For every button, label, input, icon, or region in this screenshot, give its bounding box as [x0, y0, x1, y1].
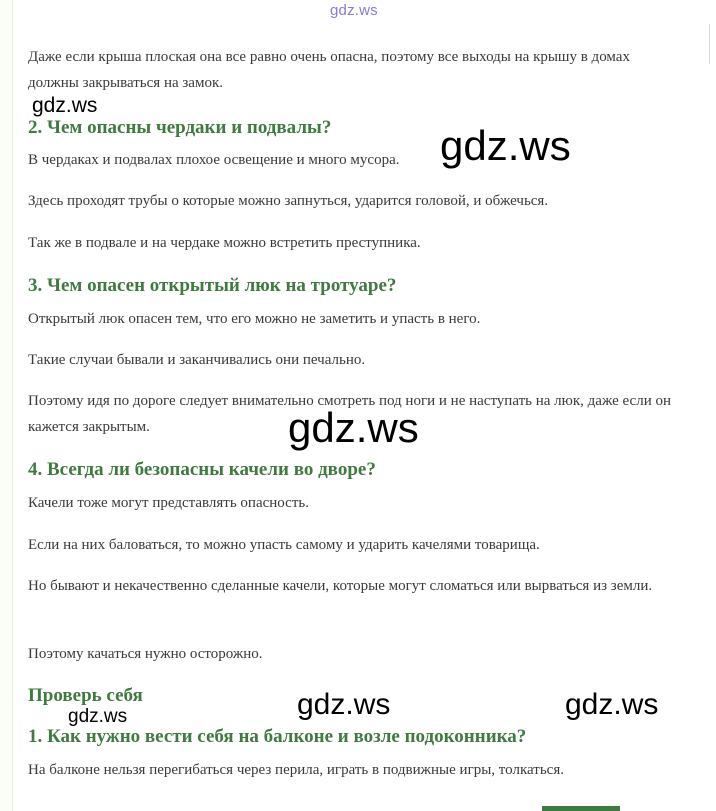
right-edge-rule	[709, 24, 716, 64]
watermark: gdz.ws	[68, 706, 128, 727]
watermark: gdz.ws	[565, 688, 659, 721]
heading-check-yourself: Проверь себя	[28, 685, 143, 706]
paragraph-swings-careful: Поэтому качаться нужно осторожно.	[28, 646, 263, 662]
paragraph-manhole-danger: Открытый люк опасен тем, что его можно не заметить и упасть в него.	[28, 311, 481, 327]
watermark: gdz.ws	[440, 122, 571, 169]
paragraph-attics-lighting: В чердаках и подвалах плохое освещение и много мусора.	[28, 152, 400, 168]
heading-balcony: 1. Как нужно вести себя на балконе и возле подоконника?	[28, 726, 527, 747]
watermark: gdz.ws	[297, 688, 391, 721]
paragraph-swings-quality: Но бывают и некачественно сделанные качели, которые могут сломаться или вырваться из земли.	[28, 578, 653, 594]
paragraph-attics-pipes: Здесь проходят трубы о которые можно запнуться, ударится головой, и обжечься.	[28, 193, 549, 209]
heading-attics-basements: 2. Чем опасны чердаки и подвалы?	[28, 117, 332, 138]
paragraph-attics-criminal: Так же в подвале и на чердаке можно встретить преступника.	[28, 235, 421, 251]
paragraph-roof: Даже если крыша плоская она все равно очень опасна, поэтому все выходы на крышу в домах должны закрываться на замок.	[28, 49, 630, 91]
watermark: gdz.ws	[32, 94, 98, 117]
top-watermark: gdz.ws	[330, 2, 378, 19]
paragraph-manhole-cases: Такие случаи бывали и заканчивались они печально.	[28, 352, 366, 368]
watermark: gdz.ws	[288, 404, 419, 451]
heading-open-manhole: 3. Чем опасен открытый люк на тротуаре?	[28, 275, 397, 296]
paragraph-swings-playing: Если на них баловаться, то можно упасть самому и ударить качелями товарища.	[28, 537, 540, 553]
paragraph-manhole-advice: Поэтому идя по дороге следует внимательно смотреть под ноги и не наступать на люк, даже если он кажется закрытым.	[28, 393, 672, 435]
paragraph-balcony-rules: На балконе нельзя перегибаться через перила, играть в подвижные игры, толкаться.	[28, 762, 564, 778]
paragraph-swings-danger: Качели тоже могут представлять опасность.	[28, 495, 309, 511]
bottom-accent-bar	[542, 806, 620, 811]
left-margin-rule	[0, 0, 13, 811]
heading-swings: 4. Всегда ли безопасны качели во дворе?	[28, 459, 376, 480]
